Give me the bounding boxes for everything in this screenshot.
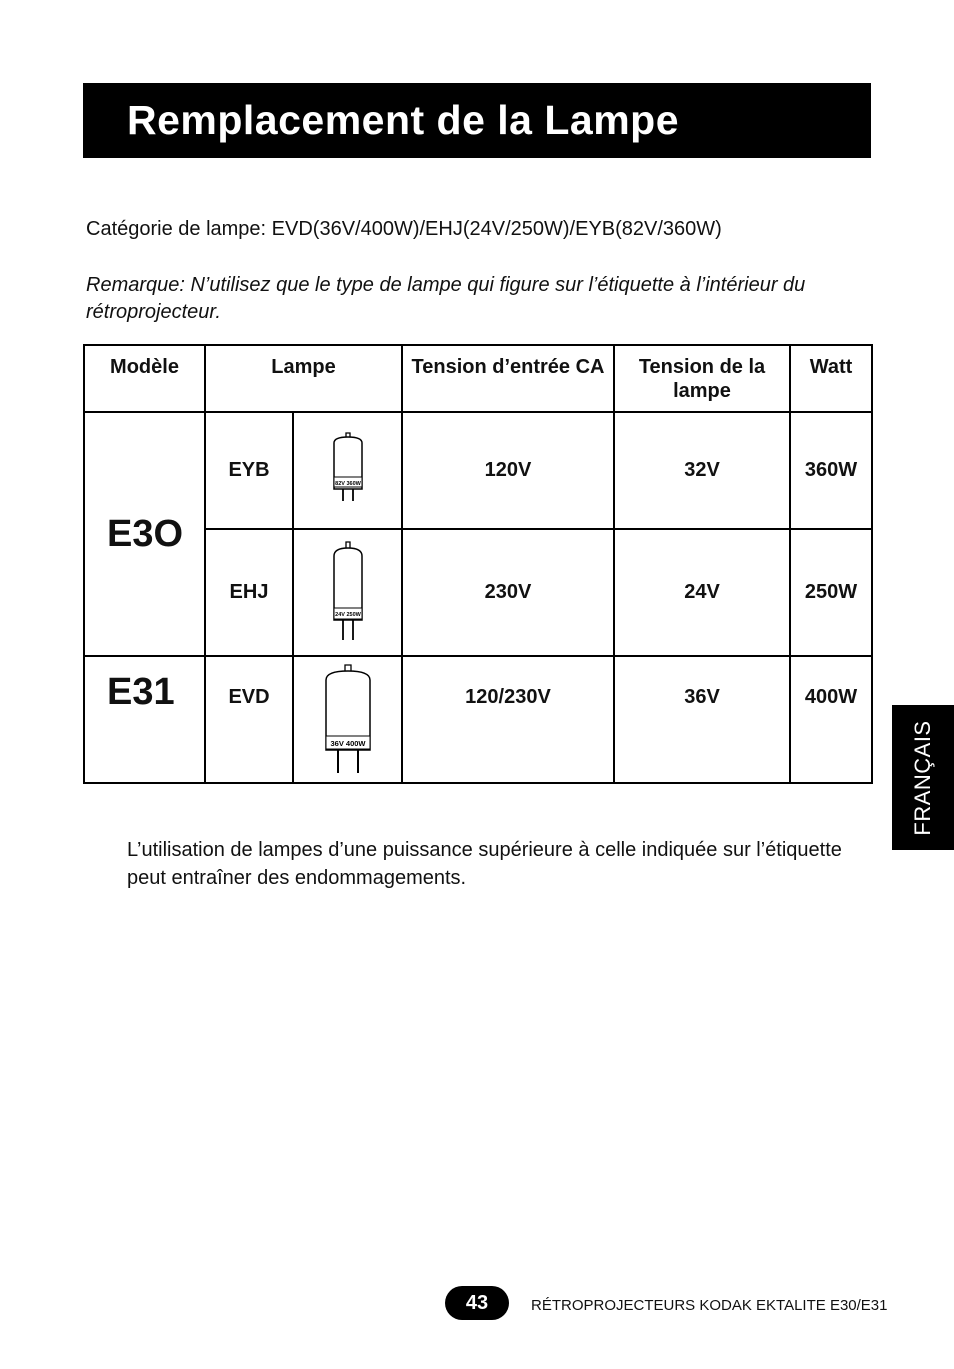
bulb-cell <box>293 656 402 783</box>
page-title: Remplacement de la Lampe <box>127 97 680 143</box>
lamp-table <box>83 344 873 784</box>
model-e30: E3O <box>84 412 205 656</box>
title-bar <box>83 83 871 158</box>
warning-text: L’utilisation de lampes d’une puissance supérieure à celle indiquée sur l’étiquette peut entraîner des endommagements. <box>127 839 842 889</box>
lamp-code: EHJ <box>205 529 293 656</box>
lamp-code: EVD <box>205 656 293 783</box>
header-input-voltage: Tension d’entrée CA <box>402 345 614 412</box>
lamp-bulb-icon <box>328 431 368 511</box>
lamp-voltage: 36V <box>614 656 790 783</box>
lamp-category-text: Catégorie de lampe: EVD(36V/400W)/EHJ(24V/250W)/EYB(82V/360W) <box>86 218 722 240</box>
watt: 400W <box>790 656 872 783</box>
lamp-code: EYB <box>205 412 293 529</box>
bulb-cell <box>293 529 402 656</box>
lamp-bulb-icon <box>322 662 374 778</box>
table-header-row <box>84 345 872 412</box>
note-text: Remarque: N’utilisez que le type de lampe qui figure sur l’étiquette à l’intérieur du rétroprojecteur. <box>86 274 806 323</box>
lamp-voltage: 32V <box>614 412 790 529</box>
header-lamp-voltage: Tension de la lampe <box>614 345 790 412</box>
watt: 360W <box>790 412 872 529</box>
language-tab <box>892 705 954 850</box>
input-voltage: 230V <box>402 529 614 656</box>
header-watt: Watt <box>790 345 872 412</box>
bulb-label: 82V 360W <box>334 480 361 487</box>
language-tab-label: FRANÇAIS <box>910 719 935 836</box>
input-voltage: 120V <box>402 412 614 529</box>
lamp-bulb-icon <box>328 540 368 646</box>
footer-text: RÉTROPROJECTEURS KODAK EKTALITE E30/E31 <box>531 1297 888 1314</box>
page-number: 43 <box>445 1286 509 1320</box>
watt: 250W <box>790 529 872 656</box>
bulb-cell <box>293 412 402 529</box>
input-voltage: 120/230V <box>402 656 614 783</box>
bulb-label: 36V 400W <box>329 738 366 748</box>
header-lamp: Lampe <box>205 345 402 412</box>
model-e31: E31 <box>84 656 205 783</box>
table-row <box>84 656 872 783</box>
table-row <box>84 412 872 529</box>
bulb-label: 24V 250W <box>334 611 361 618</box>
header-model: Modèle <box>84 345 205 412</box>
lamp-voltage: 24V <box>614 529 790 656</box>
